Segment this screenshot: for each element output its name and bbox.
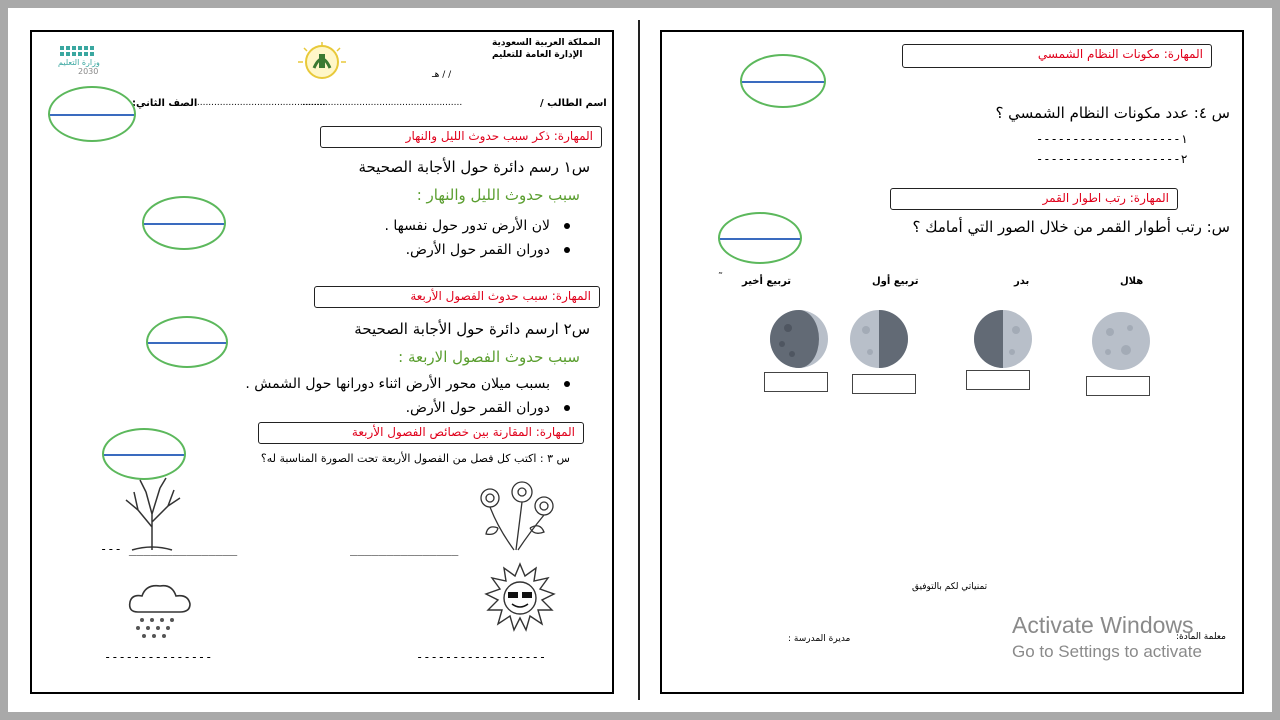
student-name-dots: ........................................................ <box>302 98 463 108</box>
question-5: س: رتب أطوار القمر من خلال الصور التي أمامك ؟ <box>912 218 1230 236</box>
question-1-subtitle: سبب حدوث الليل والنهار : <box>416 186 580 204</box>
flowers-icon <box>468 478 564 554</box>
question-2-subtitle: سبب حدوث الفصول الاربعة : <box>398 348 580 366</box>
worksheet-page-right <box>660 30 1244 694</box>
wishes-text: تمنياتي لكم بالتوفيق <box>912 582 988 592</box>
q4-answer-1: ١-------------------- <box>1036 132 1188 146</box>
score-ellipse <box>740 54 826 108</box>
q2-option-1 <box>245 376 570 392</box>
answer-blank-4: ------------------ <box>416 650 547 664</box>
q2-option-1-text: بسبب ميلان محور الأرض اثناء دورانها حول الشمش . <box>245 376 550 392</box>
school-emblem-icon <box>294 40 350 82</box>
ministry-logo-text: وزارة التعليم <box>58 58 100 67</box>
skill-label-seasons: المهارة: سبب حدوث الفصول الأربعة <box>314 286 600 308</box>
moon-label-crescent: هلال <box>1120 276 1144 287</box>
ministry-logo <box>58 44 118 78</box>
moon-label-last-quarter: تربيع أخير <box>742 276 792 287</box>
grade-label: الصف الثاني: <box>132 98 198 109</box>
question-4: س ٤: عدد مكونات النظام الشمسي ؟ <box>995 104 1230 122</box>
moon-label-first-quarter: تربيع أول <box>872 276 919 287</box>
skill-label-day-night: المهارة: ذكر سبب حدوث الليل والنهار <box>320 126 602 148</box>
moon-order-box-4[interactable] <box>1086 376 1150 396</box>
teacher-label: معلمة المادة: <box>1176 632 1226 642</box>
rain-cloud-icon <box>124 580 196 640</box>
q1-option-2 <box>406 242 570 258</box>
answer-blank-1: --- _______________ <box>100 542 238 556</box>
q4-answer-2: ٢-------------------- <box>1036 152 1188 166</box>
question-2: س٢ ارسم دائرة حول الأجابة الصحيحة <box>354 320 590 338</box>
principal-label: مديرة المدرسة : <box>788 634 851 644</box>
answer-blank-3: --------------- <box>104 650 213 664</box>
answer-blank-2: _______________ <box>350 542 459 556</box>
q1-option-2-text: دوران القمر حول الأرض. <box>405 242 550 258</box>
q1-option-1 <box>384 218 570 234</box>
skill-label-solar-system: المهارة: مكونات النظام الشمسي <box>902 44 1212 68</box>
sun-sunglasses-icon <box>480 562 560 638</box>
grade-dots: .............................................. <box>194 98 326 108</box>
date-line: / / هـ <box>432 70 452 80</box>
skill-label-seasons-compare: المهارة: المقارنة بين خصائص الفصول الأربعة <box>258 422 584 444</box>
score-ellipse <box>146 316 228 368</box>
vision-logo-text: 2030 <box>78 67 99 76</box>
score-ellipse <box>142 196 226 250</box>
moon-label-full: بدر <box>1014 276 1030 287</box>
ministry-logo-icon <box>58 44 118 58</box>
page-divider <box>638 20 640 700</box>
moon-label-mark: ˜ <box>718 272 723 283</box>
moon-order-box-2[interactable] <box>852 374 916 394</box>
moon-half-icon <box>972 308 1034 370</box>
bare-tree-icon <box>112 472 192 552</box>
administration-text: الإدارة العامة للتعليم <box>492 50 583 60</box>
moon-full-icon <box>1090 310 1152 372</box>
worksheet-page-left <box>30 30 614 694</box>
score-ellipse <box>718 212 802 264</box>
kingdom-text: المملكة العربية السعودية <box>492 38 601 48</box>
skill-label-moon-phases: المهارة: رتب اطوار القمر <box>890 188 1178 210</box>
moon-order-box-3[interactable] <box>966 370 1030 390</box>
moon-first-quarter-icon <box>848 308 910 370</box>
student-name-label: اسم الطالب / <box>540 98 607 109</box>
q1-option-1-text: لان الأرض تدور حول نفسها . <box>384 218 550 234</box>
question-1: س١ رسم دائرة حول الأجابة الصحيحة <box>358 158 590 176</box>
moon-order-box-1[interactable] <box>764 372 828 392</box>
q2-option-2-text: دوران القمر حول الأرض. <box>405 400 550 416</box>
question-3: س ٣ : اكتب كل فصل من الفصول الأربعة تحت الصورة المناسبة له؟ <box>260 452 570 465</box>
score-ellipse <box>48 86 136 142</box>
q2-option-2 <box>406 400 570 416</box>
activation-watermark-subtitle: Go to Settings to activate <box>1012 642 1202 661</box>
moon-last-quarter-icon <box>768 308 830 370</box>
activation-watermark-title: Activate Windows <box>1012 612 1194 638</box>
